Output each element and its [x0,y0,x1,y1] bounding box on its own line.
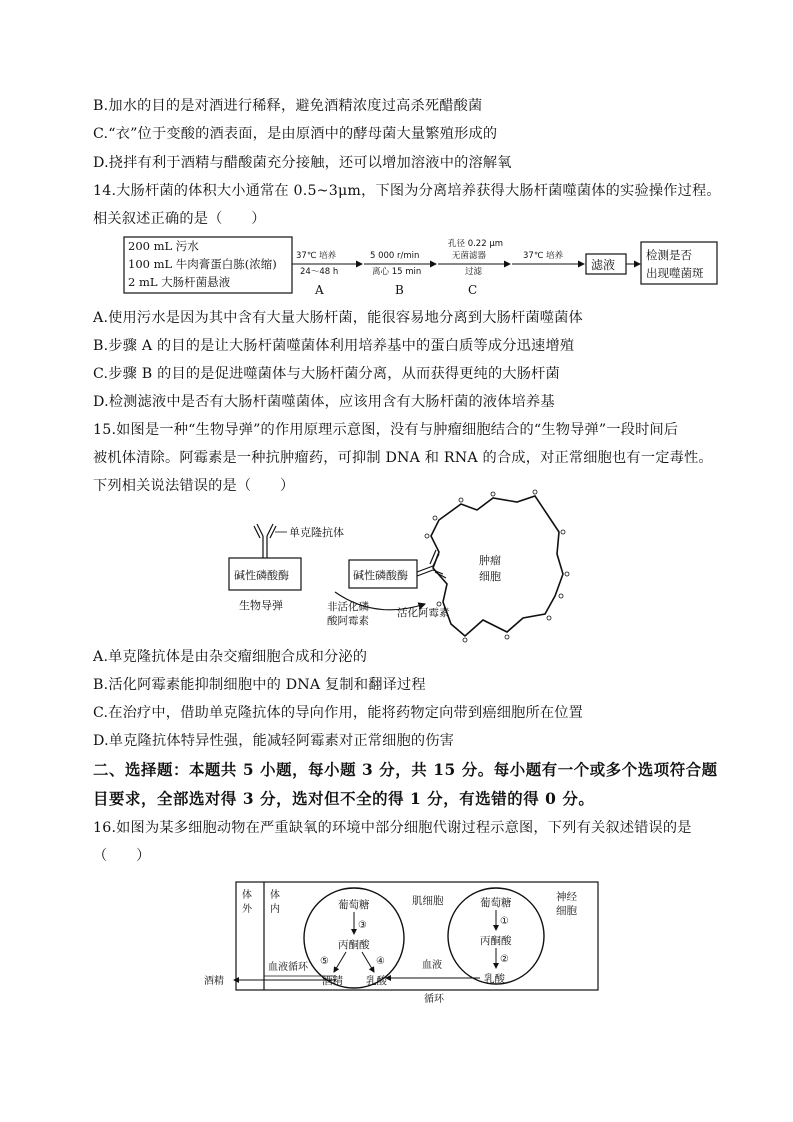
q14-option-a: A.使用污水是因为其中含有大量大肠杆菌，能很容易地分离到大肠杆菌噬菌体 [93,310,583,326]
q14-step-b-top: 5 000 r/min [370,251,420,261]
q16-lactic-1: 乳酸 [366,975,387,987]
q15-option-d: D.单克隆抗体特异性强，能减轻阿霉素对正常细胞的伤害 [93,733,455,749]
q16-alcohol-out-label: 酒精 [204,976,224,987]
q16-step-2: ② [500,954,509,965]
q16-alcohol-1: 酒精 [322,975,343,987]
q16-blood-circ-label: 血液循环 [268,962,308,973]
q14-step-c-bottom: 过滤 [465,267,483,277]
q13-option-c: C.“衣”位于变酸的酒表面，是由原酒中的酵母菌大量繁殖形成的 [93,126,498,142]
q16-outside-label-2: 外 [242,904,252,915]
q16-pyruvate-2: 丙酮酸 [480,935,512,947]
q15-inactive-label-1: 非活化磷 [327,601,369,613]
q14-option-c: C.步骤 B 的目的是促进噬菌体与大肠杆菌分离，从而获得更纯的大肠杆菌 [93,366,560,382]
q16-outside-label-1: 体 [242,890,252,901]
q14-step-c-top-2: 无菌滤器 [452,251,487,261]
q15-antibody-left-icon [254,524,276,558]
q16-nerve-label-1: 神经 [556,891,577,903]
q14-step-4-top: 37℃ 培养 [523,251,564,261]
q16-step-3: ③ [358,920,367,931]
q16-stem-line-1: 16.如图为某多细胞动物在严重缺氧的环境中部分细胞代谢过程示意图，下列有关叙述错误的是 [93,820,692,836]
q15-antibody-right-icon [417,550,446,578]
q14-option-d: D.检测滤液中是否有大肠杆菌噬菌体，应该用含有大肠杆菌的液体培养基 [93,394,555,410]
q16-metabolism-diagram [204,880,606,1010]
q15-bio-missile-diagram [225,492,585,642]
q14-option-b: B.步骤 A 的目的是让大肠杆菌噬菌体利用培养基中的蛋白质等成分迅速增殖 [93,338,575,354]
q15-missile-label: 生物导弹 [239,599,283,612]
q13-option-b: B.加水的目的是对酒进行稀释，避免酒精浓度过高杀死醋酸菌 [93,98,483,114]
q15-inactive-label-2: 酸阿霉素 [327,615,369,627]
q16-stem-line-2: （ ） [93,848,151,864]
q15-active-label: 活化阿霉素 [397,607,450,619]
q15-enzyme-left-label: 碱性磷酸酶 [234,569,289,582]
q16-muscle-label: 肌细胞 [412,895,444,907]
q14-input-3: 2 mL 大肠杆菌悬液 [128,275,231,289]
q14-result-box [640,238,720,290]
section-2-heading-line-2: 目要求，全部选对得 3 分，选对但不全的得 1 分，有选错的得 0 分。 [93,790,595,808]
q14-result-line-1: 检测是否 [646,248,692,262]
q15-tumor-label-2: 细胞 [479,570,501,583]
q16-blood-label-2b: 循环 [424,994,444,1005]
q14-step-a-label: A [315,283,324,297]
q15-antibody-label: 单克隆抗体 [289,526,344,539]
q13-option-d: D.挠拌有利于酒精与醋酸菌充分接触，还可以增加溶液中的溶解氧 [93,155,512,171]
q15-tumor-label-1: 肿瘤 [479,554,501,567]
q16-glucose-2: 葡萄糖 [480,897,512,909]
q14-input-2: 100 mL 牛肉膏蛋白胨(浓缩) [128,257,277,271]
section-2-heading-line-1: 二、选择题：本题共 5 小题，每小题 3 分，共 15 分。每小题有一个或多个选项符合题 [93,761,718,779]
q14-stem-line-1: 14.大肠杆菌的体积大小通常在 0.5~3μm，下图为分离培养获得大肠杆菌噬菌体的实验操作过程。 [93,183,721,199]
q15-stem-line-3: 下列相关说法错误的是（ ） [93,478,295,494]
q14-stem-line-2: 相关叙述正确的是（ ） [93,211,266,227]
q14-step-a-bottom: 24～48 h [300,267,339,277]
q16-step-5: ⑤ [320,956,329,967]
q14-result-line-2: 出现噬菌斑 [646,266,704,280]
q15-stem-line-1: 15.如图是一种“生物导弹”的作用原理示意图，没有与肿瘤细胞结合的“生物导弹”一段时间后 [93,422,679,438]
q16-step-1: ① [500,916,509,927]
q15-option-b: B.活化阿霉素能抑制细胞中的 DNA 复制和翻译过程 [93,677,426,693]
q16-inside-label-2: 内 [270,904,280,915]
q14-step-c-label: C [468,283,478,297]
q16-nerve-label-2: 细胞 [556,905,577,917]
q16-arrow-5 [334,952,346,972]
q16-pyruvate-1: 丙酮酸 [338,939,370,951]
q14-flowchart [118,232,678,300]
q14-step-b-bottom: 离心 15 min [372,267,422,277]
q14-filtrate-label: 滤液 [591,258,616,272]
q14-step-b-label: B [395,283,404,297]
q16-step-4: ④ [376,956,385,967]
q15-option-a: A.单克隆抗体是由杂交瘤细胞合成和分泌的 [93,649,368,665]
q15-stem-line-2: 被机体清除。阿霉素是一种抗肿瘤药，可抑制 DNA 和 RNA 的合成，对正常细胞也有一定毒性。 [93,450,713,466]
q16-lactic-2: 乳酸 [484,973,505,985]
q16-inside-label-1: 体 [270,890,280,901]
q14-step-a-top: 37℃ 培养 [296,251,337,261]
q16-blood-label-2a: 血液 [422,960,442,971]
q16-glucose-1: 葡萄糖 [338,899,370,911]
q15-enzyme-right-label: 碱性磷酸酶 [353,569,408,582]
q14-input-1: 200 mL 污水 [128,239,199,253]
q16-arrow-4 [362,952,374,972]
q15-option-c: C.在治疗中，借助单克隆抗体的导向作用，能将药物定向带到癌细胞所在位置 [93,705,584,721]
q14-step-c-top-1: 孔径 0.22 μm [448,239,504,249]
